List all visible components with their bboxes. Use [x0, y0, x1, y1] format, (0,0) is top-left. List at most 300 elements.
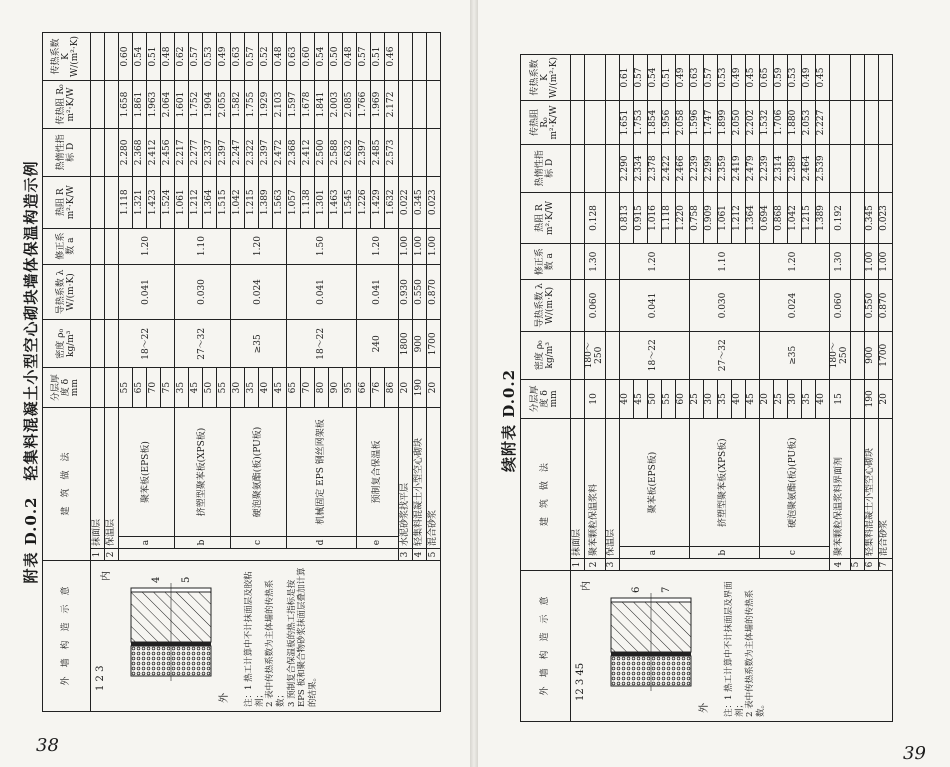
value-cell: [605, 101, 619, 145]
inertia-value: 2.588: [329, 128, 343, 176]
variant-code: a: [619, 547, 689, 559]
value-cell: [878, 101, 892, 145]
conductivity-value: 0.024: [759, 280, 829, 332]
resistance-value: 1.515: [217, 176, 231, 228]
total-r-value: 1.956: [661, 101, 675, 145]
inertia-value: 2.479: [745, 144, 759, 192]
resistance-value: 1.138: [301, 176, 315, 228]
value-cell: [605, 55, 619, 101]
inertia-value: 2.485: [371, 128, 385, 176]
value-cell: [864, 55, 878, 101]
wall-section-diagram: [91, 561, 241, 711]
value-cell: [413, 128, 427, 176]
value-cell: [413, 33, 427, 81]
conductivity-value: 0.870: [878, 280, 892, 332]
value-cell: [91, 128, 105, 176]
layer-no: 5: [427, 549, 441, 561]
inertia-value: 2.397: [357, 128, 371, 176]
thickness-value: 30: [231, 368, 245, 408]
col-total-r: 传热阻 R₀ m²·K/W: [521, 101, 571, 145]
variant-name: 硬泡聚氨酯(板)(PU板): [759, 419, 829, 547]
inertia-value: 2.397: [217, 128, 231, 176]
resistance-value: 1.463: [329, 176, 343, 228]
table-row: [571, 55, 585, 722]
resistance-value: 1.321: [133, 176, 147, 228]
total-r-value: 1.706: [773, 101, 787, 145]
inertia-value: 2.239: [689, 144, 703, 192]
layer-no: 3: [399, 549, 413, 561]
col-thickness: 分层厚度 δ mm: [521, 379, 571, 419]
value-cell: [605, 192, 619, 244]
conductivity-value: 0.930: [399, 264, 413, 320]
variant-name: 聚苯板(EPS板): [619, 419, 689, 547]
k-value: 0.62: [175, 33, 189, 81]
inertia-value: 2.247: [231, 128, 245, 176]
total-r-value: 2.172: [385, 81, 399, 129]
value-cell: [91, 264, 105, 320]
variant-name: 硬泡聚氨酯(板)(PU板): [231, 408, 287, 537]
value-cell: 180～250: [585, 331, 606, 379]
wall-diagram-cell: [571, 571, 893, 722]
layer-no: 6: [864, 559, 878, 571]
value-cell: [427, 81, 441, 129]
value-cell: [605, 244, 619, 280]
k-value: 0.49: [675, 55, 689, 101]
thickness-value: 35: [175, 368, 189, 408]
total-r-value: 2.053: [801, 101, 815, 145]
resistance-value: 0.915: [633, 192, 647, 244]
resistance-value: 1.215: [245, 176, 259, 228]
wall-section-diagram: [571, 571, 721, 721]
correction-value: 1.00: [413, 228, 427, 264]
value-cell: [571, 192, 585, 244]
layer-numbers: 1 2 3: [95, 665, 106, 691]
col-wall: 外 墙 构 造 示 意: [521, 571, 571, 722]
k-value: 0.49: [731, 55, 745, 101]
thickness-value: 45: [745, 379, 759, 419]
layer-name: 轻集料混凝土小型空心砌块: [413, 408, 427, 549]
conductivity-value: 0.030: [175, 264, 231, 320]
note-line: 2 表中传热系数为主体墙的传热系数；: [265, 579, 286, 707]
col-correction: 修正系数 a: [43, 228, 91, 264]
col-k: 传热系数 K W/(m²·K): [43, 33, 91, 81]
value-cell: [399, 81, 413, 129]
conductivity-value: 0.060: [829, 280, 850, 332]
total-r-value: 2.202: [745, 101, 759, 145]
value-cell: [91, 176, 105, 228]
resistance-value: 1.632: [385, 176, 399, 228]
total-r-value: 1.532: [759, 101, 773, 145]
thickness-value: 66: [357, 368, 371, 408]
note-line: 3 预制复合保温板的热工指标是按 EPS 板和聚合物砂浆抹面层叠加计算的结果。: [286, 567, 318, 707]
resistance-value: 1.545: [343, 176, 357, 228]
page-number-left: 38: [36, 735, 59, 756]
value-cell: [605, 144, 619, 192]
k-value: 0.51: [661, 55, 675, 101]
inertia-value: 2.412: [301, 128, 315, 176]
table-title: 附表 D.0.2 轻集料混凝土小型空心砌块墙体保温构造示例: [22, 160, 40, 584]
col-conductivity: 导热系数 λ W/(m·K): [521, 280, 571, 332]
k-value: 0.57: [357, 33, 371, 81]
inertia-value: 2.368: [133, 128, 147, 176]
layer-number-4: 4: [151, 576, 162, 583]
resistance-value: 1.301: [315, 176, 329, 228]
resistance-value: 0.694: [759, 192, 773, 244]
inertia-value: 2.334: [633, 144, 647, 192]
total-r-value: 1.899: [717, 101, 731, 145]
col-inertia: 热惰性指标 D: [43, 128, 91, 176]
conductivity-value: 0.041: [119, 264, 175, 320]
k-value: 0.63: [231, 33, 245, 81]
inertia-value: 2.239: [759, 144, 773, 192]
inertia-value: 2.500: [315, 128, 329, 176]
col-method: 建 筑 做 法: [43, 408, 91, 561]
correction-value: 1.10: [689, 244, 759, 280]
value-cell: 10: [585, 379, 606, 419]
thickness-value: 50: [647, 379, 661, 419]
k-value: 0.45: [745, 55, 759, 101]
col-density: 密度 ρ₀ kg/m³: [43, 320, 91, 368]
variant-code: d: [287, 537, 357, 549]
density-value: 18～22: [287, 320, 357, 368]
table-row: [91, 33, 105, 712]
density-value: 18～22: [119, 320, 175, 368]
correction-value: 1.20: [119, 228, 175, 264]
thickness-value: 55: [119, 368, 133, 408]
col-resistance: 热阻 R m²·K/W: [43, 176, 91, 228]
thickness-value: 90: [329, 368, 343, 408]
k-value: 0.65: [759, 55, 773, 101]
density-value: ≥35: [231, 320, 287, 368]
resistance-value: 1.118: [661, 192, 675, 244]
correction-value: 1.10: [175, 228, 231, 264]
variant-code: c: [759, 547, 829, 559]
variant-name: 聚苯板(EPS板): [119, 408, 175, 537]
variant-name: 预制复合保温板: [357, 408, 399, 537]
total-r-value: 1.854: [647, 101, 661, 145]
wall-diagram-cell: [91, 561, 441, 712]
variant-code: b: [689, 547, 759, 559]
variant-code: a: [119, 537, 175, 549]
correction-value: 1.00: [399, 228, 413, 264]
layer-no: 3: [605, 559, 619, 571]
inertia-value: 2.422: [661, 144, 675, 192]
k-value: 0.57: [703, 55, 717, 101]
wall-section-drawing: [571, 571, 721, 721]
total-r-value: 2.058: [675, 101, 689, 145]
total-r-value: 1.752: [189, 81, 203, 129]
value-cell: [105, 176, 119, 228]
notes-block: [241, 561, 321, 711]
conductivity-value: 0.030: [689, 280, 759, 332]
thickness-value: 35: [245, 368, 259, 408]
thickness-value: 65: [133, 368, 147, 408]
resistance-value: 1.429: [371, 176, 385, 228]
value-cell: [829, 55, 850, 101]
inertia-value: 2.277: [189, 128, 203, 176]
k-value: 0.63: [287, 33, 301, 81]
conductivity-value: 0.041: [619, 280, 689, 332]
k-value: 0.54: [133, 33, 147, 81]
thickness-value: 40: [259, 368, 273, 408]
density-value: 1800: [399, 320, 413, 368]
wall-section-drawing: [91, 561, 241, 711]
thickness-value: 20: [878, 379, 892, 419]
col-total-r: 传热阻 R₀ m²·K/W: [43, 81, 91, 129]
layer-no: 5: [850, 559, 864, 571]
thickness-value: 30: [703, 379, 717, 419]
layer-no: [619, 559, 829, 571]
conductivity-value: [850, 280, 864, 332]
k-value: 0.48: [161, 33, 175, 81]
layer-number-5: 5: [181, 576, 192, 583]
resistance-value: 1.016: [647, 192, 661, 244]
conductivity-value: 0.550: [413, 264, 427, 320]
thickness-value: 30: [787, 379, 801, 419]
correction-value: 1.20: [619, 244, 689, 280]
value-cell: [91, 320, 105, 368]
k-value: 0.53: [203, 33, 217, 81]
density-value: 1700: [878, 331, 892, 379]
density-value: 1700: [427, 320, 441, 368]
density-value: 27～32: [689, 331, 759, 379]
value-cell: [878, 55, 892, 101]
inertia-value: 2.419: [731, 144, 745, 192]
thickness-value: 65: [287, 368, 301, 408]
density-value: 900: [413, 320, 427, 368]
conductivity-value: 0.041: [357, 264, 399, 320]
density-value: 18～22: [619, 331, 689, 379]
total-r-value: 1.596: [689, 101, 703, 145]
value-cell: [864, 101, 878, 145]
value-cell: [850, 101, 864, 145]
resistance-value: 1.364: [745, 192, 759, 244]
value-cell: [105, 368, 119, 408]
resistance-value: 1.061: [717, 192, 731, 244]
value-cell: [399, 128, 413, 176]
k-value: 0.53: [787, 55, 801, 101]
col-density: 密度 ρ₀ kg/m³: [521, 331, 571, 379]
layer-no: 2: [585, 559, 606, 571]
value-cell: [878, 144, 892, 192]
note-line: 注：1 热工计算中不计抹面层及界面剂；: [724, 581, 745, 717]
k-value: 0.57: [189, 33, 203, 81]
resistance-value: 0.345: [864, 192, 878, 244]
resistance-value: 1.061: [175, 176, 189, 228]
layer-no: 2: [105, 549, 119, 561]
correction-value: 1.00: [427, 228, 441, 264]
value-cell: [91, 368, 105, 408]
label-outside: 外: [219, 693, 230, 703]
inertia-value: 2.322: [245, 128, 259, 176]
total-r-value: 2.003: [329, 81, 343, 129]
total-r-value: 1.963: [147, 81, 161, 129]
right-table-block: [498, 54, 938, 722]
inertia-value: 2.464: [801, 144, 815, 192]
col-conductivity: 导热系数 λ W/(m·K): [43, 264, 91, 320]
correction-value: 1.20: [357, 228, 399, 264]
variant-code: e: [357, 537, 399, 549]
inertia-value: 2.280: [119, 128, 133, 176]
left-table-block: [20, 32, 450, 712]
resistance-value: 1.220: [675, 192, 689, 244]
layer-name: 保温层: [105, 408, 119, 549]
layer-name: 水泥砂浆找平层: [399, 408, 413, 549]
resistance-value: 0.023: [427, 176, 441, 228]
resistance-value: [850, 192, 864, 244]
label-inside: 内: [581, 581, 592, 591]
k-value: 0.63: [689, 55, 703, 101]
value-cell: [864, 144, 878, 192]
k-value: 0.45: [815, 55, 829, 101]
layer-no: 1: [571, 559, 585, 571]
value-cell: [105, 264, 119, 320]
book-spine: [470, 0, 478, 767]
value-cell: [105, 81, 119, 129]
value-cell: [850, 144, 864, 192]
inertia-value: 2.378: [647, 144, 661, 192]
resistance-value: 1.042: [231, 176, 245, 228]
total-r-value: 1.904: [203, 81, 217, 129]
k-value: 0.59: [773, 55, 787, 101]
k-value: 0.54: [315, 33, 329, 81]
thickness-value: 80: [315, 368, 329, 408]
resistance-value: 0.758: [689, 192, 703, 244]
total-r-value: 1.861: [133, 81, 147, 129]
conductivity-value: 0.550: [864, 280, 878, 332]
value-cell: [829, 144, 850, 192]
correction-value: 1.20: [759, 244, 829, 280]
value-cell: [413, 81, 427, 129]
value-cell: [850, 55, 864, 101]
resistance-value: 0.909: [703, 192, 717, 244]
density-value: 27～32: [175, 320, 231, 368]
thickness-value: 190: [413, 368, 427, 408]
total-r-value: 1.880: [787, 101, 801, 145]
thickness-value: [850, 379, 864, 419]
resistance-value: 1.118: [119, 176, 133, 228]
value-cell: [105, 228, 119, 264]
thickness-value: 40: [731, 379, 745, 419]
k-value: 0.53: [717, 55, 731, 101]
thickness-value: 76: [371, 368, 385, 408]
k-value: 0.51: [371, 33, 385, 81]
resistance-value: 0.023: [878, 192, 892, 244]
layer-name: 抹面层: [571, 419, 585, 559]
inertia-value: 2.290: [619, 144, 633, 192]
total-r-value: 1.597: [287, 81, 301, 129]
correction-value: 1.50: [287, 228, 357, 264]
layer-name: 保温层: [605, 419, 619, 559]
thickness-value: 35: [801, 379, 815, 419]
layer-number-7: 7: [661, 586, 672, 593]
resistance-value: 1.389: [815, 192, 829, 244]
inertia-value: 2.368: [287, 128, 301, 176]
thickness-value: 20: [399, 368, 413, 408]
inertia-value: 2.359: [717, 144, 731, 192]
value-cell: [399, 33, 413, 81]
thickness-value: 25: [689, 379, 703, 419]
variant-code: b: [175, 537, 231, 549]
correction-value: [850, 244, 864, 280]
thickness-value: 45: [273, 368, 287, 408]
total-r-value: 1.678: [301, 81, 315, 129]
value-cell: [571, 101, 585, 145]
variant-name: 挤塑型聚苯板(XPS板): [175, 408, 231, 537]
density-value: [850, 331, 864, 379]
resistance-value: 1.563: [273, 176, 287, 228]
resistance-value: 1.423: [147, 176, 161, 228]
value-cell: 0.060: [585, 280, 606, 332]
thickness-value: 15: [829, 379, 850, 419]
page-number-right: 39: [903, 743, 926, 764]
k-value: 0.60: [119, 33, 133, 81]
table-title-continued: 续附表 D.0.2: [500, 368, 518, 472]
value-cell: 0.128: [585, 192, 606, 244]
value-cell: [91, 228, 105, 264]
thickness-value: 50: [203, 368, 217, 408]
thickness-value: 190: [864, 379, 878, 419]
resistance-value: 1.389: [259, 176, 273, 228]
notes-block: [721, 571, 770, 721]
col-method: 建 筑 做 法: [521, 419, 571, 571]
total-r-value: 2.103: [273, 81, 287, 129]
thickness-value: 20: [427, 368, 441, 408]
value-cell: [571, 55, 585, 101]
variant-name: 挤塑型聚苯板(XPS板): [689, 419, 759, 547]
density-value: 180～250: [829, 331, 850, 379]
inertia-value: 2.472: [273, 128, 287, 176]
density-value: ≥35: [759, 331, 829, 379]
value-cell: [605, 280, 619, 332]
thickness-value: 45: [189, 368, 203, 408]
k-value: 0.51: [147, 33, 161, 81]
resistance-value: 1.212: [189, 176, 203, 228]
resistance-value: 0.868: [773, 192, 787, 244]
value-cell: [571, 144, 585, 192]
conductivity-value: 0.041: [287, 264, 357, 320]
layer-name: 混合砂浆: [878, 419, 892, 559]
thickness-value: 40: [619, 379, 633, 419]
thickness-value: 45: [633, 379, 647, 419]
layer-number-6: 6: [631, 586, 642, 593]
thickness-value: 70: [301, 368, 315, 408]
value-cell: 1.30: [585, 244, 606, 280]
layer-numbers: 12 3 45: [575, 662, 586, 701]
value-cell: [585, 144, 606, 192]
resistance-value: 1.215: [801, 192, 815, 244]
resistance-value: 0.192: [829, 192, 850, 244]
variant-code: c: [231, 537, 287, 549]
correction-value: 1.00: [864, 244, 878, 280]
resistance-value: 1.042: [787, 192, 801, 244]
layer-no: [119, 549, 399, 561]
value-cell: [571, 280, 585, 332]
value-cell: [605, 331, 619, 379]
col-correction: 修正系数 a: [521, 244, 571, 280]
resistance-value: 1.212: [731, 192, 745, 244]
value-cell: [585, 55, 606, 101]
thickness-value: 55: [661, 379, 675, 419]
inertia-value: 2.466: [675, 144, 689, 192]
k-value: 0.49: [801, 55, 815, 101]
resistance-value: 1.524: [161, 176, 175, 228]
k-value: 0.57: [633, 55, 647, 101]
total-r-value: 1.929: [259, 81, 273, 129]
value-cell: [427, 128, 441, 176]
note-line: 注：1 热工计算中不计抹面层及胶粘剂；: [244, 571, 265, 707]
value-cell: [105, 320, 119, 368]
